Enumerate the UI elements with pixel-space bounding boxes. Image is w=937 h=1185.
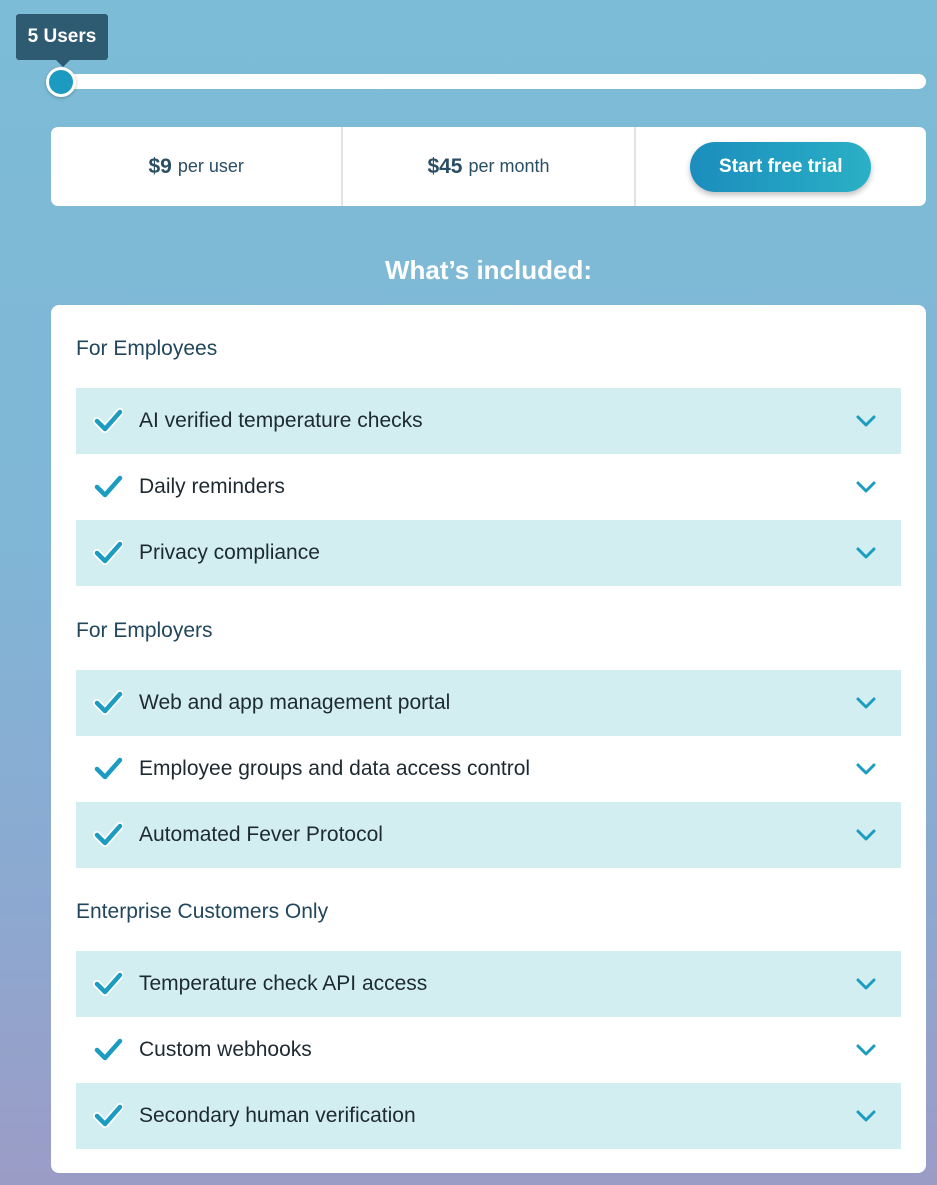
feature-row[interactable] (76, 670, 901, 736)
pricing-bar (51, 127, 926, 206)
chevron-down-icon[interactable] (853, 693, 879, 713)
feature-row[interactable] (76, 1017, 901, 1083)
feature-label: AI verified temperature checks (139, 409, 423, 432)
chevron-down-icon[interactable] (853, 759, 879, 779)
chevron-down-icon[interactable] (853, 1106, 879, 1126)
per-month-unit: per month (468, 156, 550, 176)
feature-label: Daily reminders (139, 475, 285, 498)
check-icon (91, 969, 125, 999)
user-count-tooltip: 5 Users (16, 14, 108, 60)
chevron-down-icon[interactable] (853, 825, 879, 845)
feature-label: Privacy compliance (139, 541, 320, 564)
section-title-enterprise: Enterprise Customers Only (76, 900, 329, 923)
start-free-trial-button[interactable]: Start free trial (690, 142, 871, 192)
check-icon (91, 688, 125, 718)
check-icon (91, 1101, 125, 1131)
check-icon (91, 472, 125, 502)
per-month-amount: $45 (427, 154, 463, 178)
check-icon (91, 820, 125, 850)
feature-row[interactable] (76, 520, 901, 586)
whats-included-heading: What’s included: (384, 255, 593, 285)
per-user-amount: $9 (148, 154, 172, 178)
cta-cell (634, 127, 926, 206)
chevron-down-icon[interactable] (853, 411, 879, 431)
feature-row[interactable] (76, 388, 901, 454)
feature-row[interactable] (76, 736, 901, 802)
per-user-price (51, 127, 341, 206)
chevron-down-icon[interactable] (853, 543, 879, 563)
feature-row[interactable] (76, 1083, 901, 1149)
check-icon (91, 1035, 125, 1065)
feature-row[interactable] (76, 802, 901, 868)
user-count-slider-track[interactable] (50, 74, 926, 89)
per-month-price (341, 127, 633, 206)
chevron-down-icon[interactable] (853, 1040, 879, 1060)
chevron-down-icon[interactable] (853, 477, 879, 497)
feature-label: Web and app management portal (139, 691, 451, 714)
feature-row[interactable] (76, 454, 901, 520)
feature-label: Employee groups and data access control (139, 757, 531, 780)
check-icon (91, 754, 125, 784)
per-user-unit: per user (177, 156, 244, 176)
chevron-down-icon[interactable] (853, 974, 879, 994)
features-card (51, 305, 926, 1173)
check-icon (91, 406, 125, 436)
section-title-employees: For Employees (76, 337, 218, 360)
feature-label: Secondary human verification (139, 1104, 416, 1127)
feature-row[interactable] (76, 951, 901, 1017)
section-title-employers: For Employers (76, 619, 213, 642)
check-icon (91, 538, 125, 568)
feature-label: Custom webhooks (139, 1038, 312, 1061)
feature-label: Automated Fever Protocol (139, 823, 383, 846)
feature-label: Temperature check API access (139, 972, 428, 995)
user-count-slider-thumb[interactable] (46, 67, 76, 97)
